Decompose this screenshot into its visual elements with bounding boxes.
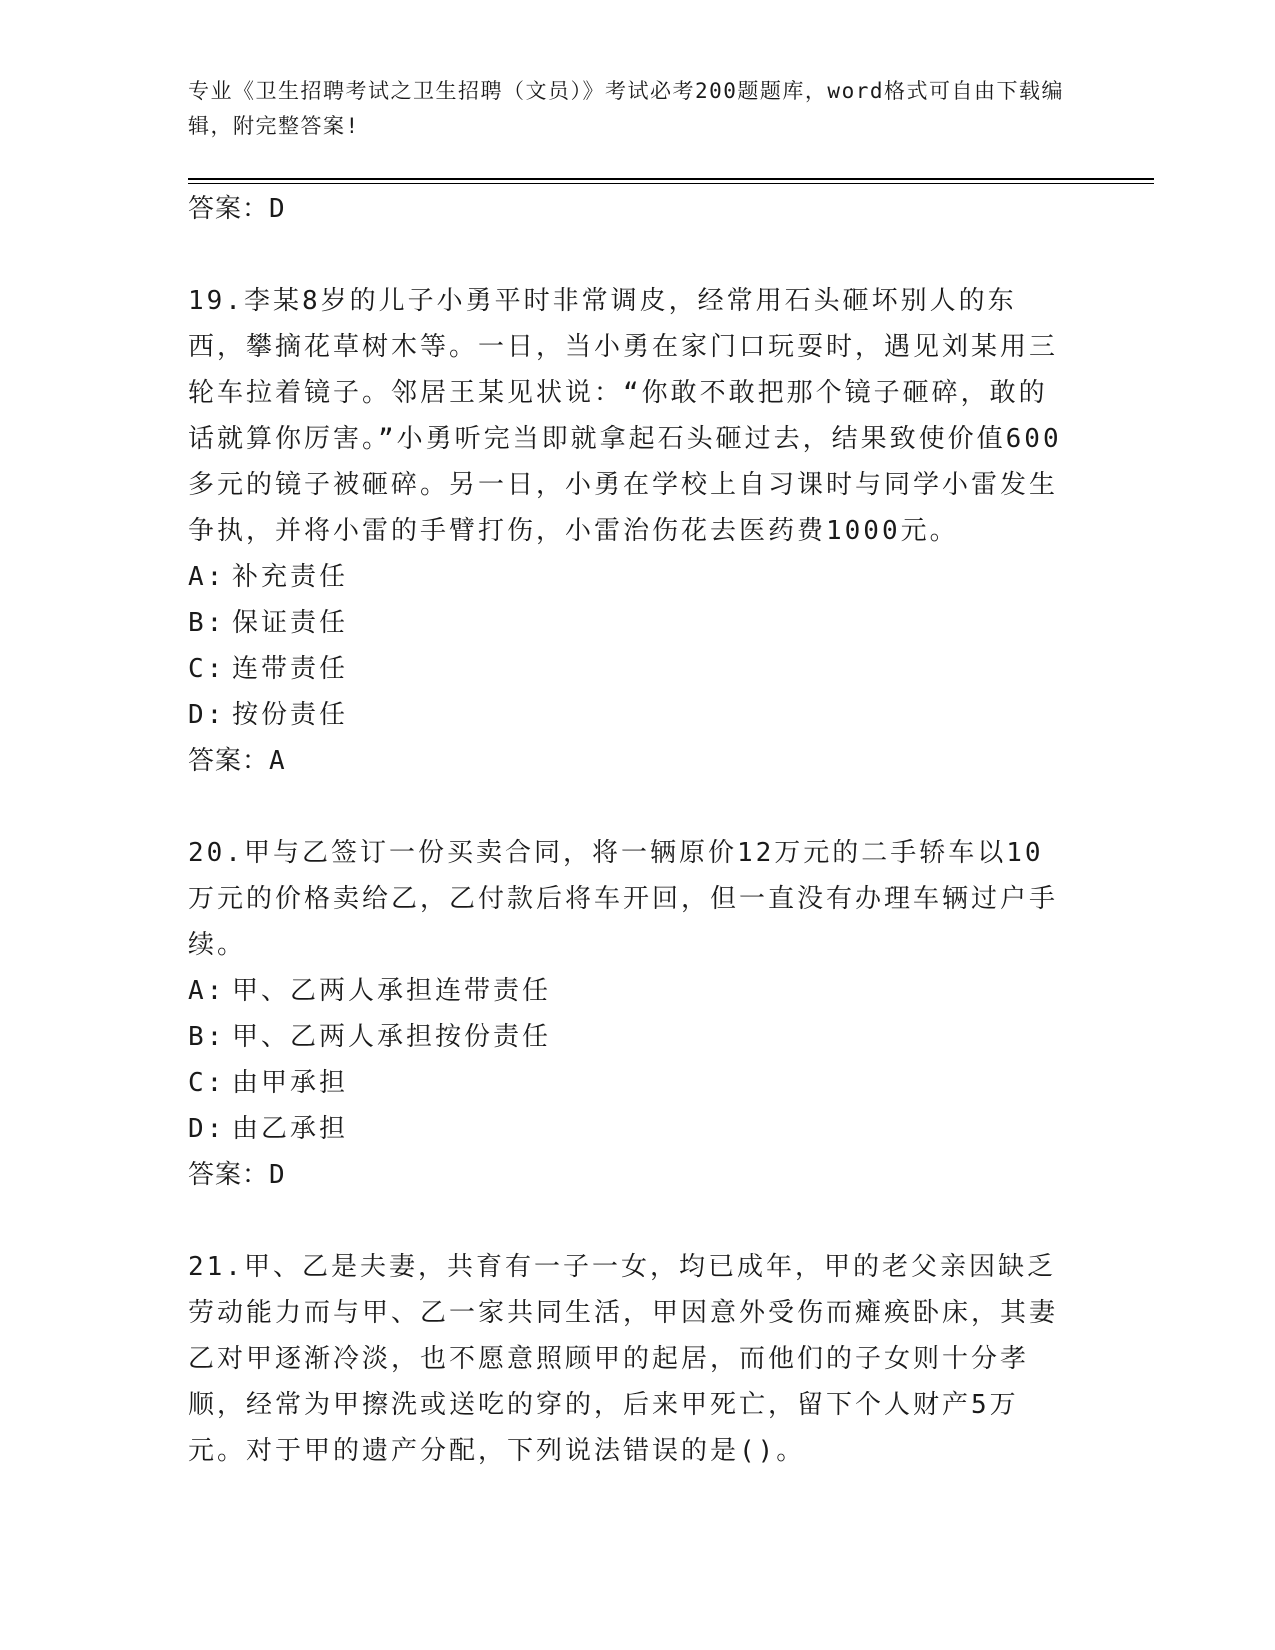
option-key: C: <box>188 654 226 684</box>
document-body <box>188 186 1068 1474</box>
option-a <box>188 968 1068 1014</box>
answer-line <box>188 1152 1068 1198</box>
question-stem: 19.李某8岁的儿子小勇平时非常调皮，经常用石头砸坏别人的东西，攀摘花草树木等。一日，当小勇在家门口玩耍时，遇见刘某用三轮车拉着镜子。邻居王某见状说：“你敢不敢把那个镜子砸碎，敢的话就算你厉害。”小勇听完当即就拿起石头砸过去，结果致使价值600多元的镜子被砸碎。另一日，小勇在学校上自习课时与同学小雷发生争执，并将小雷的手臂打伤，小雷治伤花去医药费1000元。 <box>188 286 1062 546</box>
option-d <box>188 1106 1068 1152</box>
option-text: 由乙承担 <box>232 1114 349 1144</box>
answer-label: 答案： <box>188 746 270 776</box>
answer-value: D <box>269 1160 286 1190</box>
option-text: 保证责任 <box>232 608 349 638</box>
question-19 <box>188 278 1068 784</box>
option-key: B: <box>188 608 226 638</box>
spacer <box>188 232 1068 278</box>
spacer <box>188 1198 1068 1244</box>
header-divider-thick <box>188 178 1154 180</box>
option-text: 补充责任 <box>232 562 349 592</box>
answer-line <box>188 186 1068 232</box>
option-a <box>188 554 1068 600</box>
question-stem: 20.甲与乙签订一份买卖合同，将一辆原价12万元的二手轿车以10万元的价格卖给乙，乙付款后将车开回，但一直没有办理车辆过户手续。 <box>188 838 1059 960</box>
option-b <box>188 600 1068 646</box>
option-text: 按份责任 <box>232 700 349 730</box>
option-text: 连带责任 <box>232 654 349 684</box>
option-key: D: <box>188 700 226 730</box>
option-key: A: <box>188 976 226 1006</box>
option-c <box>188 1060 1068 1106</box>
document-header: 专业《卫生招聘考试之卫生招聘（文员）》考试必考200题题库，word格式可自由下载编辑，附完整答案! <box>188 79 1064 138</box>
answer-label: 答案： <box>188 1160 270 1190</box>
question-21 <box>188 1244 1068 1474</box>
question-stem: 21.甲、乙是夫妻，共育有一子一女，均已成年，甲的老父亲因缺乏劳动能力而与甲、乙一家共同生活，甲因意外受伤而瘫痪卧床，其妻乙对甲逐渐冷淡，也不愿意照顾甲的起居，而他们的子女则十分孝顺，经常为甲擦洗或送吃的穿的，后来甲死亡，留下个人财产5万元。对于甲的遗产分配，下列说法错误的是()。 <box>188 1252 1059 1466</box>
option-text: 由甲承担 <box>232 1068 349 1098</box>
option-key: C: <box>188 1068 226 1098</box>
option-key: A: <box>188 562 226 592</box>
option-d <box>188 692 1068 738</box>
answer-value: D <box>269 194 286 224</box>
answer-label: 答案： <box>188 194 270 224</box>
option-text: 甲、乙两人承担按份责任 <box>232 1022 552 1052</box>
question-20 <box>188 830 1068 1198</box>
answer-value: A <box>269 746 286 776</box>
option-b <box>188 1014 1068 1060</box>
header-divider-thin <box>188 183 1154 184</box>
option-key: D: <box>188 1114 226 1144</box>
answer-line <box>188 738 1068 784</box>
option-key: B: <box>188 1022 226 1052</box>
spacer <box>188 784 1068 830</box>
option-c <box>188 646 1068 692</box>
option-text: 甲、乙两人承担连带责任 <box>232 976 552 1006</box>
